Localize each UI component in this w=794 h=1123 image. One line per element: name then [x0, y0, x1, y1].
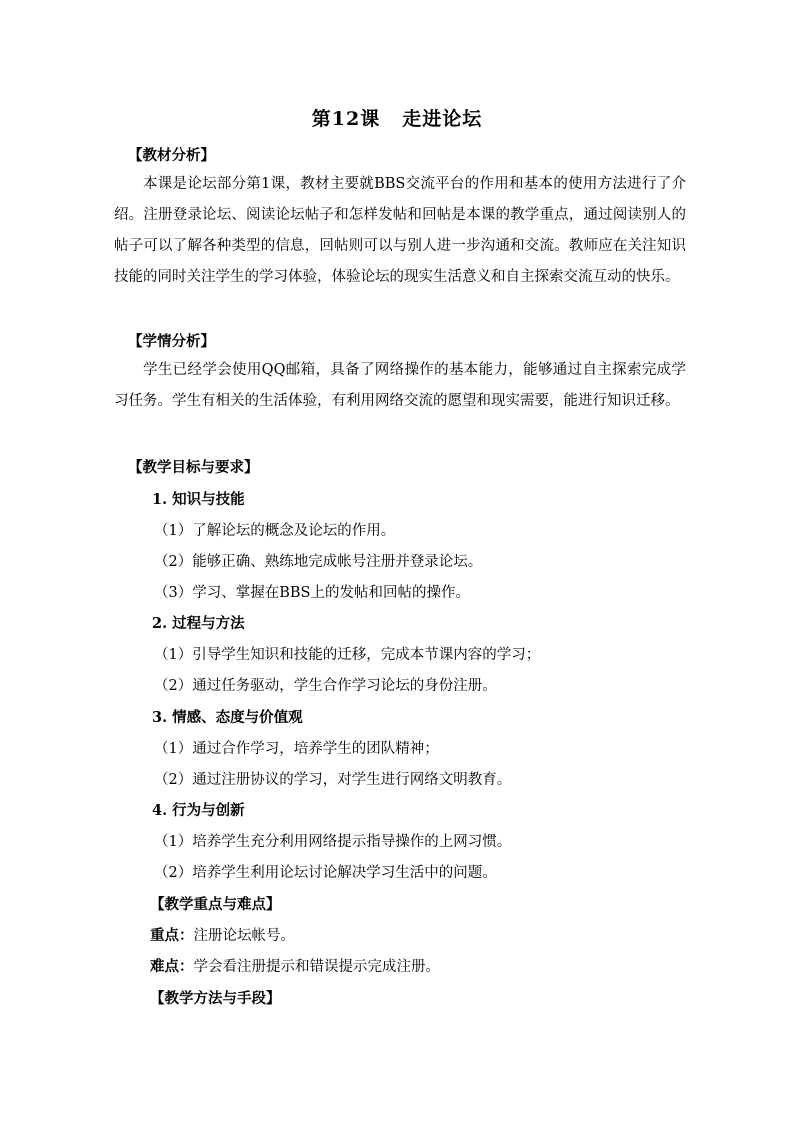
goal-item: （1）通过合作学习，培养学生的团队精神； [154, 741, 439, 757]
key-point-text: 注册论坛帐号。 [193, 928, 295, 944]
goal-group-title: 3. 情感、态度与价值观 [152, 709, 303, 726]
key-point-label: 重点： [150, 927, 194, 944]
goal-item: （2）能够正确、熟练地完成帐号注册并登录论坛。 [154, 554, 483, 570]
goal-item: （2）通过任务驱动，学生合作学习论坛的身份注册。 [154, 678, 497, 694]
goal-item: （3）学习、掌握在BBS上的发帖和回帖的操作。 [154, 585, 470, 601]
goal-group-title: 4. 行为与创新 [152, 802, 245, 819]
difficult-point-text: 学会看注册提示和错误提示完成注册。 [193, 959, 440, 975]
heading-key-difficult-points: 【教学重点与难点】 [150, 896, 281, 913]
heading-teaching-goals: 【教学目标与要求】 [128, 459, 259, 476]
heading-textbook-analysis: 【教材分析】 [128, 147, 215, 164]
goal-item: （2）通过注册协议的学习，对学生进行网络文明教育。 [154, 772, 512, 788]
goal-item: （2）培养学生利用论坛讨论解决学习生活中的问题。 [154, 865, 497, 881]
difficult-point-label: 难点： [150, 958, 194, 975]
goal-group-title: 2. 过程与方法 [152, 615, 245, 632]
heading-teaching-methods: 【教学方法与手段】 [150, 990, 281, 1007]
heading-student-analysis: 【学情分析】 [128, 333, 215, 350]
key-point-line [150, 924, 722, 945]
lesson-name: 走进论坛 [402, 108, 483, 130]
difficult-point-line [150, 955, 722, 976]
goal-item: （1）了解论坛的概念及论坛的作用。 [154, 523, 396, 539]
lesson-number: 第12课 [311, 108, 381, 130]
textbook-analysis-body: 本课是论坛部分第1课，教材主要就BBS交流平台的作用和基本的使用方法进行了介绍。注册登录论坛、阅读论坛帖子和怎样发帖和回帖是本课的教学重点，通过阅读别人的帖子可以了解各种类型的信息，回帖则可以与别人进一步沟通和交流。教师应在关注知识技能的同时关注学生的学习体验，体验论坛的现实生活意义和自主探索交流互动的快乐。 [114, 176, 686, 285]
student-analysis-body: 学生已经学会使用QQ邮箱，具备了网络操作的基本能力，能够通过自主探索完成学习任务。学生有相关的生活体验，有利用网络交流的愿望和现实需要，能进行知识迁移。 [114, 362, 686, 409]
goal-item: （1）引导学生知识和技能的迁移，完成本节课内容的学习； [154, 647, 541, 663]
goal-group-title: 1. 知识与技能 [152, 491, 245, 508]
page-title [0, 104, 794, 131]
goal-item: （1）培养学生充分利用网络提示指导操作的上网习惯。 [154, 834, 512, 850]
